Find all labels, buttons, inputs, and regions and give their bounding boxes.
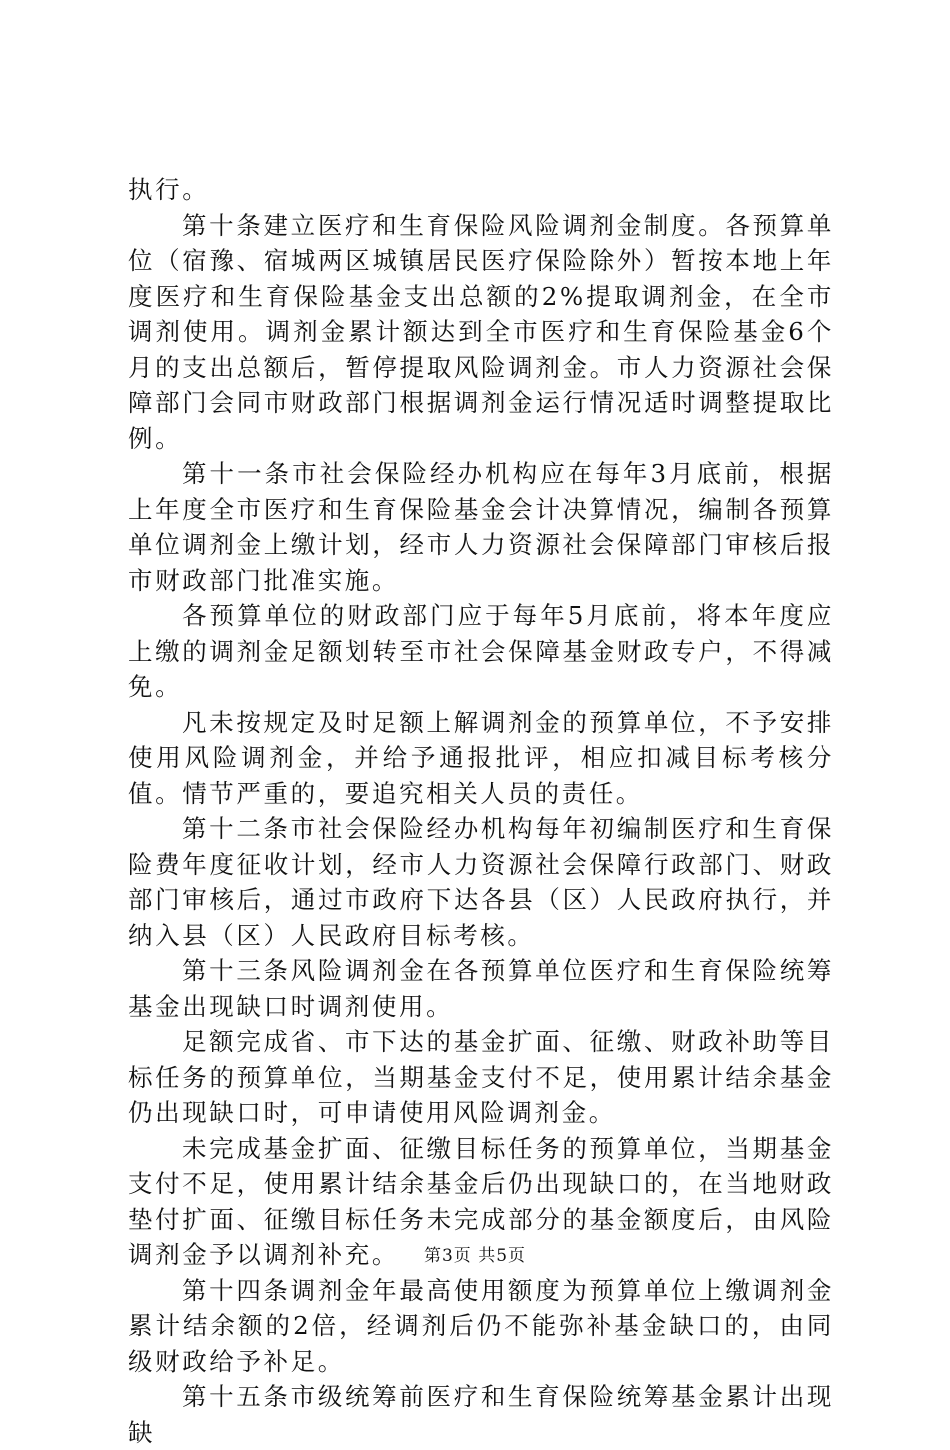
paragraph: 执行。 (128, 175, 210, 204)
page-number-footer: 第3页 共5页 (423, 1246, 527, 1266)
paragraph: 各预算单位的财政部门应于每年5月底前，将本年度应上缴的调剂金足额划转至市社会保障基金财政专户，不得减免。 (128, 601, 834, 701)
paragraph: 未完成基金扩面、征缴目标任务的预算单位，当期基金支付不足，使用累计结余基金后仍出现缺口的，在当地财政垫付扩面、征缴目标任务未完成部分的基金额度后，由风险调剂金予以调剂补充。 (128, 1133, 834, 1269)
paragraph: 凡未按规定及时足额上解调剂金的预算单位，不予安排使用风险调剂金，并给予通报批评，相应扣减目标考核分值。情节严重的，要追究相关人员的责任。 (128, 707, 834, 808)
paragraph: 第十五条市级统筹前医疗和生育保险统筹基金累计出现缺 (128, 1382, 834, 1447)
paragraph: 足额完成省、市下达的基金扩面、征缴、财政补助等目标任务的预算单位，当期基金支付不足，使用累计结余基金仍出现缺口时，可申请使用风险调剂金。 (128, 1027, 834, 1127)
paragraph: 第十一条市社会保险经办机构应在每年3月底前，根据上年度全市医疗和生育保险基金会计决算情况，编制各预算单位调剂金上缴计划，经市人力资源社会保障部门审核后报市财政部门批准实施。 (128, 459, 834, 595)
paragraph: 第十四条调剂金年最高使用额度为预算单位上缴调剂金累计结余额的2倍，经调剂后仍不能弥补基金缺口的，由同级财政给予补足。 (128, 1275, 834, 1376)
paragraph: 第十二条市社会保险经办机构每年初编制医疗和生育保险费年度征收计划，经市人力资源社会保障行政部门、财政部门审核后，通过市政府下达各县（区）人民政府执行，并纳入县（区）人民政府目标考核。 (128, 814, 834, 950)
paragraph: 第十条建立医疗和生育保险风险调剂金制度。各预算单位（宿豫、宿城两区城镇居民医疗保险除外）暂按本地上年度医疗和生育保险基金支出总额的2%提取调剂金，在全市调剂使用。调剂金累计额达到全市医疗和生育保险基金6个月的支出总额后，暂停提取风险调剂金。市人力资源社会保障部门会同市财政部门根据调剂金运行情况适时调整提取比例。 (128, 210, 834, 453)
paragraph: 第十三条风险调剂金在各预算单位医疗和生育保险统筹基金出现缺口时调剂使用。 (128, 956, 834, 1021)
